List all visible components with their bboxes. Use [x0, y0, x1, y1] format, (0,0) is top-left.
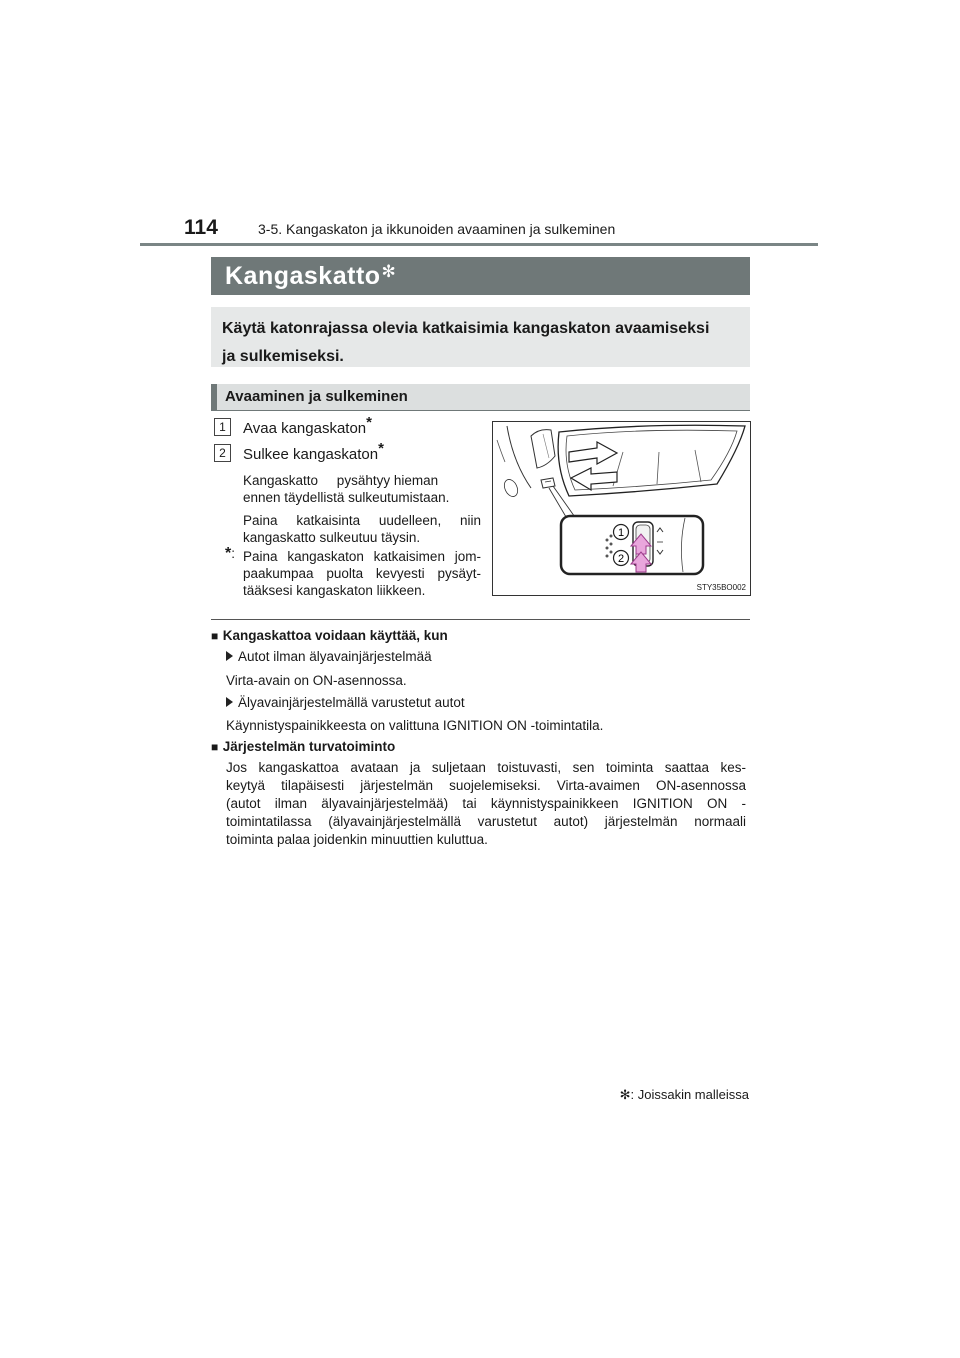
subsection-accent [211, 384, 217, 410]
safety-line-2: keytyä tilapäisesti järjestelmän suojelemiseksi. Virta-avaimen ON-asennossa [226, 778, 746, 793]
intro-box [211, 307, 750, 367]
usable-case-2-text: Käynnistyspainikkeesta on valittuna IGNITION ON -toimintatila. [226, 718, 604, 733]
usable-case-2-label-text: Älyavainjärjestelmällä varustetut autot [238, 695, 465, 710]
figure-code: STY35BO002 [696, 583, 746, 592]
roof-switch-drawing [493, 422, 750, 595]
footnote-text: : Joissakin malleissa [630, 1087, 749, 1102]
safety-line-1: Jos kangaskattoa avataan ja suljetaan toistuvasti, sen toiminta saattaa kes- [226, 760, 746, 775]
item-2-text [243, 440, 384, 463]
usable-case-1-text: Virta-avain on ON-asennossa. [226, 673, 407, 688]
safety-heading-text: Järjestelmän turvatoiminto [222, 739, 396, 754]
usable-case-1-label-text: Autot ilman älyavainjärjestelmää [238, 649, 432, 664]
note-1-line-1: Kangaskatto pysähtyy hieman [243, 473, 439, 488]
star-note-text [243, 548, 481, 599]
star-note-line-2: paakumpaa puolta kevyesti pysäyt- [243, 566, 481, 581]
callout-2: 2 [617, 553, 625, 565]
safety-paragraph [226, 759, 746, 849]
safety-heading [211, 738, 395, 756]
note-1-line-2: ennen täydellistä sulkeutumistaan. [243, 490, 450, 505]
usable-case-2-label [226, 694, 465, 712]
triangle-bullet-icon [226, 697, 233, 707]
star-note-star: * [225, 545, 232, 562]
item-1-star: * [366, 414, 372, 431]
running-head: 3-5. Kangaskaton ja ikkunoiden avaaminen ja sulkeminen [258, 221, 616, 237]
item-1-label: Avaa kangaskaton [243, 420, 367, 437]
star-note-line-1: Paina kangaskaton katkaisimen jom- [243, 549, 481, 564]
footnote-star-icon: ✻ [619, 1087, 631, 1102]
header-rule [140, 243, 818, 246]
subsection-rule [211, 410, 750, 411]
item-number-2: 2 [214, 444, 231, 462]
usable-case-1-label [226, 648, 432, 666]
roof-switch-illustration [492, 421, 751, 596]
triangle-bullet-icon [226, 651, 233, 661]
star-note-marker [225, 545, 235, 563]
square-bullet-icon: ■ [211, 740, 219, 754]
note-2-line-1: Paina katkaisinta uudelleen, niin [243, 513, 481, 528]
square-bullet-icon: ■ [211, 629, 219, 643]
usable-heading [211, 627, 448, 645]
section-rule [211, 619, 750, 620]
model-star-icon: ✻ [381, 262, 397, 281]
item-1-text [243, 414, 372, 437]
item-2-star: * [378, 440, 384, 457]
footnote [620, 1087, 749, 1103]
item-2-note-1 [243, 472, 481, 506]
item-2-label: Sulkee kangaskaton [243, 446, 379, 463]
section-title-text: Kangaskatto [225, 262, 381, 290]
safety-line-4: toimintatilassa (älyavainjärjestelmällä varustetut autot) järjestelmän normaali [226, 814, 746, 829]
intro-text [222, 315, 709, 371]
intro-line-1: Käytä katonrajassa olevia katkaisimia kangaskaton avaamiseksi [222, 320, 710, 337]
subsection-bar [211, 384, 750, 410]
safety-line-5: toiminta palaa joidenkin minuuttien kuluttua. [226, 832, 488, 847]
note-2-line-2: kangaskatto sulkeutuu täysin. [243, 530, 421, 545]
item-number-1: 1 [214, 418, 231, 436]
subsection-title: Avaaminen ja sulkeminen [225, 388, 408, 405]
item-2-note-2 [243, 512, 481, 546]
section-title [225, 262, 396, 291]
star-note-line-3: tääksesi kangaskaton liikkeen. [243, 583, 426, 598]
safety-line-3: (autot ilman älyavainjärjestelmää) tai käynnistyspainikkeen IGNITION ON - [226, 796, 746, 811]
intro-line-2: ja sulkemiseksi. [222, 348, 344, 365]
section-title-bar [211, 257, 750, 295]
page-number: 114 [184, 216, 218, 239]
star-note-colon: : [231, 546, 235, 561]
callout-1: 1 [617, 527, 625, 539]
usable-heading-text: Kangaskattoa voidaan käyttää, kun [222, 628, 448, 643]
